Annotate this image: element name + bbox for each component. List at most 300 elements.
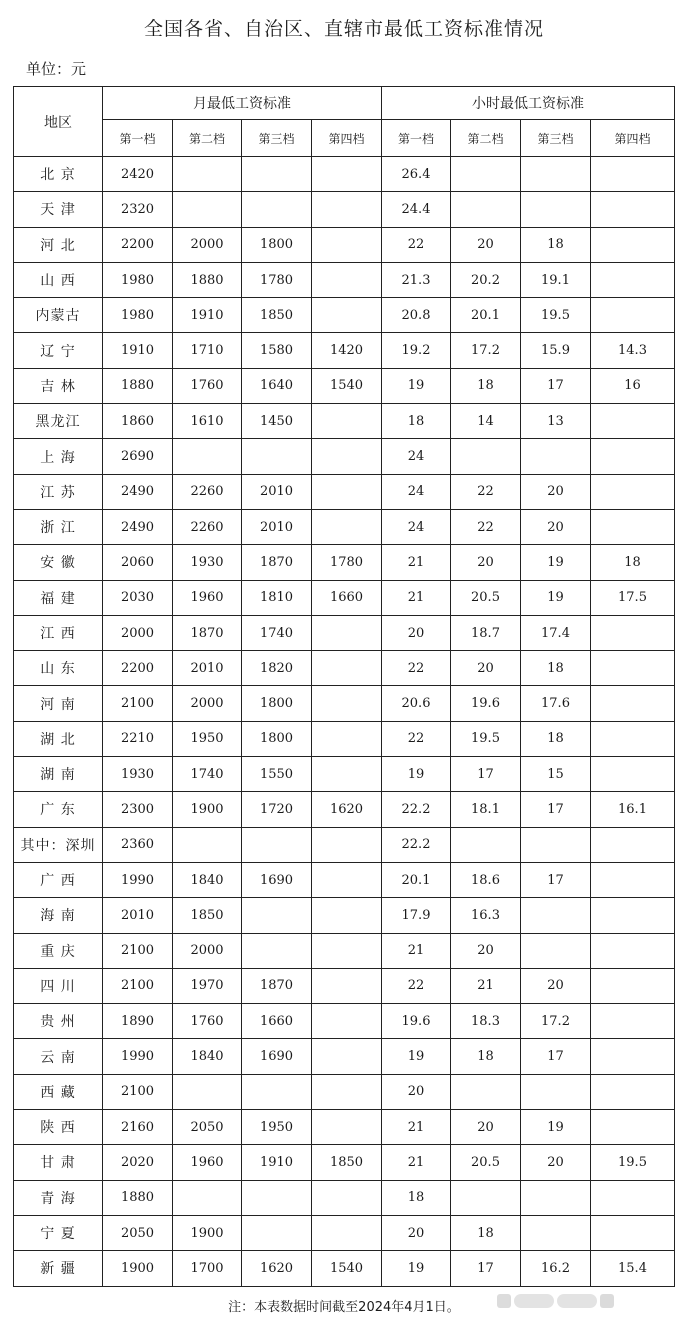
monthly-tier-1-cell: 2050	[103, 1215, 173, 1250]
region-cell: 广 西	[14, 862, 103, 897]
monthly-tier-1-cell: 1860	[103, 404, 173, 439]
table-row	[14, 1110, 675, 1145]
table-row	[14, 192, 675, 227]
monthly-tier-4-cell: 1620	[312, 792, 382, 827]
region-cell: 海 南	[14, 898, 103, 933]
hourly-tier-3-cell: 17	[521, 862, 591, 897]
monthly-tier-2-cell: 1910	[173, 298, 242, 333]
table-row	[14, 1074, 675, 1109]
monthly-tier-1-cell: 2010	[103, 898, 173, 933]
hourly-tier-2-cell: 18	[451, 1215, 521, 1250]
hourly-tier-3-cell	[521, 1180, 591, 1215]
table-row	[14, 157, 675, 192]
table-row	[14, 509, 675, 544]
hourly-tier-4-cell	[591, 298, 675, 333]
hourly-tier-3-cell	[521, 157, 591, 192]
monthly-tier-1-cell: 1980	[103, 298, 173, 333]
hourly-tier-4-cell	[591, 1039, 675, 1074]
monthly-tier-2-cell: 2000	[173, 686, 242, 721]
monthly-tier-4-cell	[312, 1074, 382, 1109]
hourly-tier-2-cell: 21	[451, 968, 521, 1003]
monthly-tier-1-cell: 2160	[103, 1110, 173, 1145]
hourly-tier-1-cell: 22.2	[382, 827, 451, 862]
hourly-tier-1-cell: 20	[382, 1215, 451, 1250]
hourly-tier-2-cell	[451, 1074, 521, 1109]
monthly-tier-2-cell: 2050	[173, 1110, 242, 1145]
hourly-tier-1-cell: 20.6	[382, 686, 451, 721]
monthly-tier-4-cell	[312, 686, 382, 721]
monthly-tier-4-cell	[312, 1004, 382, 1039]
hourly-tier-3-cell: 16.2	[521, 1251, 591, 1286]
table-row	[14, 1145, 675, 1180]
hourly-tier-1-cell: 21.3	[382, 262, 451, 297]
hourly-tier-2-cell: 19.6	[451, 686, 521, 721]
hourly-tier-1-cell: 24	[382, 509, 451, 544]
hourly-tier-3-cell	[521, 1215, 591, 1250]
hourly-tier-4-cell	[591, 1004, 675, 1039]
hourly-tier-2-cell: 20.1	[451, 298, 521, 333]
monthly-tier-1-cell: 1990	[103, 1039, 173, 1074]
page-title: 全国各省、自治区、直辖市最低工资标准情况	[143, 18, 544, 40]
monthly-tier-3-cell: 1450	[242, 404, 312, 439]
table-row	[14, 262, 675, 297]
monthly-tier-1-cell: 1910	[103, 333, 173, 368]
hourly-tier-2-cell: 17	[451, 757, 521, 792]
region-cell: 宁 夏	[14, 1215, 103, 1250]
monthly-tier-3-cell: 1870	[242, 545, 312, 580]
monthly-tier-2-cell: 2260	[173, 474, 242, 509]
hourly-tier-1-cell: 22.2	[382, 792, 451, 827]
hourly-tier-4-cell	[591, 1215, 675, 1250]
hourly-tier-2-cell: 18	[451, 368, 521, 403]
footnote: 注：本表数据时间截至2024年4月1日。	[228, 1300, 460, 1315]
monthly-tier-4-cell	[312, 439, 382, 474]
hourly-tier-2-cell	[451, 1180, 521, 1215]
monthly-tier-2-cell: 2000	[173, 227, 242, 262]
watermark-icon	[600, 1294, 614, 1308]
monthly-tier-2-cell: 1880	[173, 262, 242, 297]
monthly-tier-2-cell: 1850	[173, 898, 242, 933]
hourly-tier-3-cell: 18	[521, 227, 591, 262]
hourly-tier-4-cell	[591, 474, 675, 509]
watermark-icon	[497, 1294, 511, 1308]
hourly-tier-4-cell	[591, 968, 675, 1003]
hourly-tier-4-cell: 16	[591, 368, 675, 403]
hourly-tier-4-cell: 16.1	[591, 792, 675, 827]
hourly-tier-2-cell: 20	[451, 545, 521, 580]
monthly-tier-4-cell	[312, 968, 382, 1003]
hourly-tier-3-cell: 15	[521, 757, 591, 792]
hourly-tier-3-cell: 18	[521, 651, 591, 686]
monthly-tier-4-cell	[312, 933, 382, 968]
hourly-tier-1-cell: 18	[382, 404, 451, 439]
region-cell: 四 川	[14, 968, 103, 1003]
hourly-tier-3-cell: 19	[521, 545, 591, 580]
hourly-tier-4-cell	[591, 615, 675, 650]
table-row	[14, 368, 675, 403]
hourly-tier-4-cell	[591, 1110, 675, 1145]
monthly-tier-1-cell: 2030	[103, 580, 173, 615]
region-cell: 青 海	[14, 1180, 103, 1215]
monthly-tier-2-cell: 1900	[173, 1215, 242, 1250]
hourly-tier-1-cell: 21	[382, 580, 451, 615]
table-row	[14, 404, 675, 439]
monthly-tier-1-cell: 2020	[103, 1145, 173, 1180]
hourly-tier-2-cell: 14	[451, 404, 521, 439]
region-cell: 江 苏	[14, 474, 103, 509]
monthly-tier-1-cell: 2490	[103, 474, 173, 509]
hourly-tier-4-cell: 18	[591, 545, 675, 580]
hourly-tier-3-cell	[521, 898, 591, 933]
hourly-tier-2-cell: 18.3	[451, 1004, 521, 1039]
monthly-header: 月最低工资标准	[103, 87, 382, 120]
monthly-tier-3-cell: 1740	[242, 615, 312, 650]
hourly-tier-4-cell	[591, 227, 675, 262]
monthly-tier-3-cell: 1910	[242, 1145, 312, 1180]
monthly-tier-1-cell: 2200	[103, 227, 173, 262]
table-row	[14, 721, 675, 756]
monthly-tier-4-cell	[312, 862, 382, 897]
hourly-tier-4-cell	[591, 686, 675, 721]
hourly-tier-4-cell	[591, 509, 675, 544]
hourly-tier-2-cell: 22	[451, 474, 521, 509]
table-row	[14, 686, 675, 721]
monthly-tier-2-cell: 1870	[173, 615, 242, 650]
table-row	[14, 862, 675, 897]
monthly-tier-4-cell: 1540	[312, 368, 382, 403]
monthly-tier-3-cell: 1820	[242, 651, 312, 686]
hourly-tier-2-cell: 17.2	[451, 333, 521, 368]
region-cell: 广 东	[14, 792, 103, 827]
hourly-tier-1-cell: 19	[382, 368, 451, 403]
region-cell: 重 庆	[14, 933, 103, 968]
region-cell: 北 京	[14, 157, 103, 192]
hourly-tier-4-cell: 17.5	[591, 580, 675, 615]
hourly-tier-1-cell: 24	[382, 439, 451, 474]
table-row	[14, 827, 675, 862]
hourly-tier-2-cell: 18	[451, 1039, 521, 1074]
hourly-tier-3-cell: 13	[521, 404, 591, 439]
table-row	[14, 933, 675, 968]
region-cell: 黑龙江	[14, 404, 103, 439]
monthly-tier-3-cell: 1720	[242, 792, 312, 827]
hourly-tier-4-cell: 14.3	[591, 333, 675, 368]
monthly-tier-3-cell: 2010	[242, 509, 312, 544]
monthly-tier-2-cell	[173, 192, 242, 227]
monthly-tier-3-cell	[242, 192, 312, 227]
region-cell: 内蒙古	[14, 298, 103, 333]
hourly-tier-3-cell	[521, 439, 591, 474]
monthly-tier-3-cell: 1620	[242, 1251, 312, 1286]
hourly-tier-3-cell: 20	[521, 474, 591, 509]
hourly-tier-4-cell	[591, 862, 675, 897]
monthly-tier-4-cell	[312, 1110, 382, 1145]
monthly-tier-1-cell: 1880	[103, 368, 173, 403]
table-body	[14, 157, 675, 1287]
hourly-tier-3-cell: 20	[521, 968, 591, 1003]
hourly-tier-2-cell: 17	[451, 1251, 521, 1286]
monthly-tier-4-cell	[312, 262, 382, 297]
region-cell: 西 藏	[14, 1074, 103, 1109]
hourly-tier-4-cell	[591, 721, 675, 756]
monthly-tier-1-cell: 2690	[103, 439, 173, 474]
table-row	[14, 333, 675, 368]
monthly-tier-3-cell	[242, 157, 312, 192]
hourly-tier-2-cell: 18.6	[451, 862, 521, 897]
watermark	[497, 1288, 667, 1314]
monthly-tier-1-cell: 2060	[103, 545, 173, 580]
hourly-tier-3-cell: 19	[521, 580, 591, 615]
monthly-tier-1-cell: 2100	[103, 933, 173, 968]
table-row	[14, 545, 675, 580]
monthly-tier-2-cell: 1760	[173, 368, 242, 403]
hourly-tier-3-header: 第三档	[521, 120, 591, 157]
region-cell: 新 疆	[14, 1251, 103, 1286]
hourly-tier-2-cell	[451, 192, 521, 227]
monthly-tier-2-cell	[173, 1074, 242, 1109]
hourly-tier-3-cell: 18	[521, 721, 591, 756]
monthly-tier-1-cell: 2100	[103, 968, 173, 1003]
hourly-tier-1-cell: 19.2	[382, 333, 451, 368]
table-row	[14, 439, 675, 474]
hourly-tier-4-cell	[591, 898, 675, 933]
hourly-tier-4-header: 第四档	[591, 120, 675, 157]
hourly-tier-1-cell: 24.4	[382, 192, 451, 227]
table-row	[14, 615, 675, 650]
hourly-tier-1-cell: 21	[382, 545, 451, 580]
hourly-tier-2-cell: 20	[451, 651, 521, 686]
monthly-tier-3-cell: 1800	[242, 721, 312, 756]
table-row	[14, 1215, 675, 1250]
hourly-tier-4-cell	[591, 262, 675, 297]
hourly-tier-1-cell: 24	[382, 474, 451, 509]
hourly-tier-2-cell: 20	[451, 227, 521, 262]
hourly-tier-3-cell: 20	[521, 1145, 591, 1180]
wage-table	[13, 86, 675, 1287]
monthly-tier-4-cell	[312, 227, 382, 262]
monthly-tier-3-cell: 1800	[242, 227, 312, 262]
hourly-tier-2-header: 第二档	[451, 120, 521, 157]
monthly-tier-3-cell	[242, 898, 312, 933]
monthly-tier-2-cell	[173, 1180, 242, 1215]
hourly-tier-1-cell: 22	[382, 721, 451, 756]
hourly-tier-1-cell: 22	[382, 227, 451, 262]
region-cell: 甘 肃	[14, 1145, 103, 1180]
region-cell: 贵 州	[14, 1004, 103, 1039]
monthly-tier-4-header: 第四档	[312, 120, 382, 157]
table-row	[14, 651, 675, 686]
monthly-tier-1-cell: 2100	[103, 1074, 173, 1109]
hourly-tier-3-cell: 17.2	[521, 1004, 591, 1039]
hourly-tier-3-cell	[521, 933, 591, 968]
monthly-tier-1-cell: 1900	[103, 1251, 173, 1286]
monthly-tier-1-header: 第一档	[103, 120, 173, 157]
monthly-tier-3-cell: 1660	[242, 1004, 312, 1039]
monthly-tier-3-cell: 1870	[242, 968, 312, 1003]
hourly-tier-3-cell: 17	[521, 1039, 591, 1074]
monthly-tier-3-cell: 2010	[242, 474, 312, 509]
monthly-tier-4-cell	[312, 474, 382, 509]
monthly-tier-1-cell: 2000	[103, 615, 173, 650]
monthly-tier-3-cell: 1780	[242, 262, 312, 297]
monthly-tier-4-cell: 1850	[312, 1145, 382, 1180]
monthly-tier-3-cell: 1850	[242, 298, 312, 333]
monthly-tier-4-cell	[312, 1039, 382, 1074]
monthly-tier-3-cell: 1810	[242, 580, 312, 615]
monthly-tier-2-header: 第二档	[173, 120, 242, 157]
hourly-tier-2-cell: 20.5	[451, 1145, 521, 1180]
region-cell: 江 西	[14, 615, 103, 650]
hourly-tier-3-cell: 19.5	[521, 298, 591, 333]
hourly-tier-2-cell	[451, 157, 521, 192]
hourly-tier-1-cell: 19	[382, 1039, 451, 1074]
monthly-tier-3-cell: 1950	[242, 1110, 312, 1145]
hourly-tier-2-cell	[451, 439, 521, 474]
region-cell: 福 建	[14, 580, 103, 615]
table-row	[14, 757, 675, 792]
region-cell: 吉 林	[14, 368, 103, 403]
monthly-tier-4-cell: 1660	[312, 580, 382, 615]
monthly-tier-2-cell: 1760	[173, 1004, 242, 1039]
region-cell: 其中：深圳	[14, 827, 103, 862]
monthly-tier-2-cell	[173, 827, 242, 862]
hourly-tier-3-cell: 17.6	[521, 686, 591, 721]
hourly-tier-4-cell: 19.5	[591, 1145, 675, 1180]
monthly-tier-1-cell: 2200	[103, 651, 173, 686]
monthly-tier-1-cell: 1990	[103, 862, 173, 897]
monthly-tier-3-cell	[242, 1074, 312, 1109]
hourly-tier-4-cell	[591, 192, 675, 227]
hourly-tier-4-cell	[591, 757, 675, 792]
table-row	[14, 968, 675, 1003]
monthly-tier-2-cell: 2000	[173, 933, 242, 968]
monthly-tier-2-cell: 1900	[173, 792, 242, 827]
monthly-tier-2-cell: 1610	[173, 404, 242, 439]
monthly-tier-3-cell	[242, 439, 312, 474]
hourly-tier-1-cell: 18	[382, 1180, 451, 1215]
monthly-tier-4-cell: 1780	[312, 545, 382, 580]
monthly-tier-4-cell	[312, 721, 382, 756]
watermark-mark	[557, 1294, 597, 1308]
watermark-mark	[514, 1294, 554, 1308]
monthly-tier-3-cell	[242, 827, 312, 862]
table-row	[14, 1180, 675, 1215]
monthly-tier-2-cell: 1960	[173, 1145, 242, 1180]
table-row	[14, 898, 675, 933]
hourly-tier-3-cell: 19	[521, 1110, 591, 1145]
monthly-tier-1-cell: 1980	[103, 262, 173, 297]
table-row	[14, 1039, 675, 1074]
hourly-tier-1-cell: 20.8	[382, 298, 451, 333]
monthly-tier-2-cell: 1840	[173, 862, 242, 897]
monthly-tier-3-cell: 1690	[242, 862, 312, 897]
hourly-tier-1-cell: 21	[382, 1145, 451, 1180]
monthly-tier-2-cell: 1710	[173, 333, 242, 368]
monthly-tier-1-cell: 2360	[103, 827, 173, 862]
hourly-tier-2-cell: 16.3	[451, 898, 521, 933]
monthly-tier-1-cell: 2300	[103, 792, 173, 827]
monthly-tier-3-cell	[242, 1215, 312, 1250]
monthly-tier-2-cell: 1700	[173, 1251, 242, 1286]
monthly-tier-3-cell: 1580	[242, 333, 312, 368]
region-cell: 陕 西	[14, 1110, 103, 1145]
monthly-tier-3-cell: 1640	[242, 368, 312, 403]
monthly-tier-4-cell	[312, 192, 382, 227]
hourly-tier-2-cell: 18.7	[451, 615, 521, 650]
hourly-tier-1-cell: 19.6	[382, 1004, 451, 1039]
region-cell: 山 东	[14, 651, 103, 686]
hourly-tier-4-cell	[591, 157, 675, 192]
monthly-tier-1-cell: 2210	[103, 721, 173, 756]
hourly-tier-3-cell: 17	[521, 368, 591, 403]
table-row	[14, 792, 675, 827]
hourly-tier-4-cell	[591, 651, 675, 686]
table-row	[14, 1004, 675, 1039]
hourly-tier-2-cell: 20.2	[451, 262, 521, 297]
monthly-tier-2-cell: 1740	[173, 757, 242, 792]
monthly-tier-4-cell	[312, 615, 382, 650]
hourly-tier-3-cell: 20	[521, 509, 591, 544]
table-row	[14, 580, 675, 615]
hourly-tier-4-cell	[591, 1074, 675, 1109]
hourly-tier-1-cell: 21	[382, 933, 451, 968]
hourly-tier-4-cell	[591, 404, 675, 439]
region-cell: 云 南	[14, 1039, 103, 1074]
monthly-tier-4-cell	[312, 898, 382, 933]
region-cell: 湖 北	[14, 721, 103, 756]
monthly-tier-1-cell: 2100	[103, 686, 173, 721]
region-cell: 辽 宁	[14, 333, 103, 368]
hourly-tier-4-cell	[591, 439, 675, 474]
hourly-tier-2-cell: 20	[451, 933, 521, 968]
hourly-tier-3-cell: 17.4	[521, 615, 591, 650]
monthly-tier-2-cell: 2010	[173, 651, 242, 686]
region-cell: 湖 南	[14, 757, 103, 792]
hourly-tier-1-cell: 20	[382, 1074, 451, 1109]
monthly-tier-2-cell	[173, 439, 242, 474]
monthly-tier-2-cell: 2260	[173, 509, 242, 544]
hourly-tier-3-cell: 19.1	[521, 262, 591, 297]
hourly-tier-2-cell	[451, 827, 521, 862]
hourly-tier-2-cell: 20	[451, 1110, 521, 1145]
table-row	[14, 298, 675, 333]
monthly-tier-1-cell: 1890	[103, 1004, 173, 1039]
hourly-tier-1-cell: 19	[382, 757, 451, 792]
monthly-tier-4-cell	[312, 404, 382, 439]
hourly-tier-1-cell: 21	[382, 1110, 451, 1145]
monthly-tier-1-cell: 2320	[103, 192, 173, 227]
monthly-tier-3-header: 第三档	[242, 120, 312, 157]
monthly-tier-4-cell	[312, 827, 382, 862]
hourly-tier-3-cell	[521, 1074, 591, 1109]
monthly-tier-4-cell	[312, 757, 382, 792]
hourly-tier-1-cell: 22	[382, 968, 451, 1003]
hourly-tier-2-cell: 18.1	[451, 792, 521, 827]
monthly-tier-4-cell	[312, 1215, 382, 1250]
region-cell: 上 海	[14, 439, 103, 474]
monthly-tier-4-cell	[312, 1180, 382, 1215]
monthly-tier-2-cell: 1970	[173, 968, 242, 1003]
monthly-tier-3-cell	[242, 933, 312, 968]
hourly-tier-2-cell: 20.5	[451, 580, 521, 615]
monthly-tier-3-cell: 1800	[242, 686, 312, 721]
hourly-tier-3-cell	[521, 827, 591, 862]
region-cell: 河 南	[14, 686, 103, 721]
hourly-tier-1-cell: 17.9	[382, 898, 451, 933]
hourly-tier-3-cell: 17	[521, 792, 591, 827]
hourly-tier-1-cell: 20.1	[382, 862, 451, 897]
hourly-header: 小时最低工资标准	[382, 87, 675, 120]
